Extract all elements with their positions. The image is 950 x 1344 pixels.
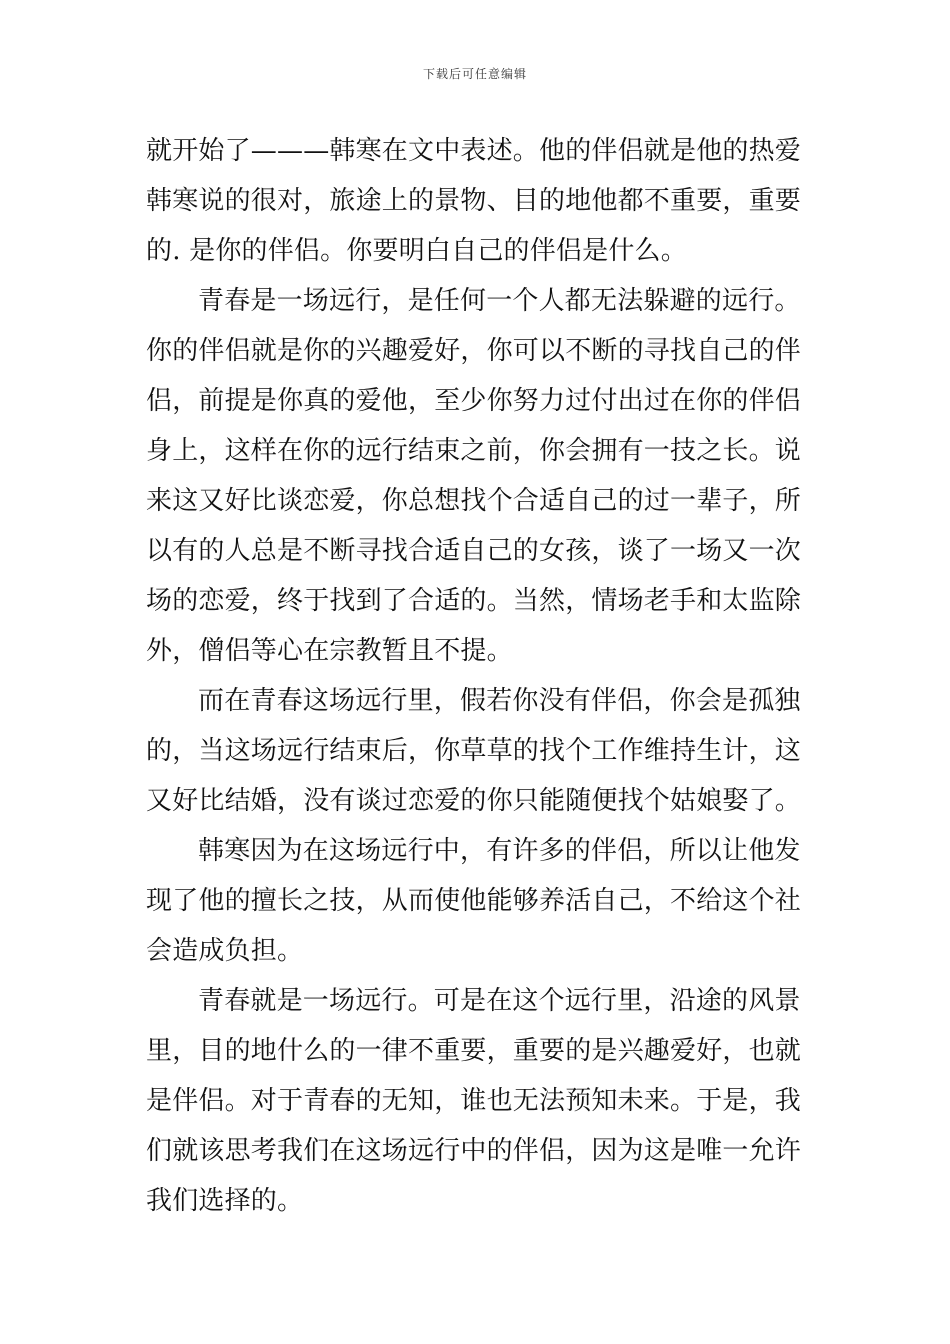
text-line: 来这又好比谈恋爱，你总想找个合适自己的过一辈子，所 [146, 486, 802, 516]
text-line: 的，当这场远行结束后，你草草的找个工作维持生计，这 [146, 736, 802, 766]
text-line: 以有的人总是不断寻找合适自己的女孩，谈了一场又一次 [146, 536, 802, 566]
text-line: 会造成负担。 [146, 936, 304, 966]
text-line: 就开始了———韩寒在文中表述。他的伴侣就是他的热爱 [146, 136, 802, 166]
paragraph-3 [146, 676, 806, 826]
text-line: 外，僧侣等心在宗教暂且不提。 [146, 636, 513, 666]
text-line: 们就该思考我们在这场远行中的伴侣，因为这是唯一允许 [146, 1136, 802, 1166]
paragraph-4 [146, 826, 806, 976]
text-line: 青春就是一场远行。可是在这个远行里，沿途的风景 [198, 986, 801, 1016]
text-line: 身上，这样在你的远行结束之前，你会拥有一技之长。说 [146, 436, 802, 466]
text-line: 的. 是你的伴侣。你要明白自己的伴侣是什么。 [146, 236, 687, 266]
text-line: 场的恋爱，终于找到了合适的。当然，情场老手和太监除 [146, 586, 802, 616]
text-line: 青春是一场远行，是任何一个人都无法躲避的远行。 [198, 286, 801, 316]
paragraph-5 [146, 976, 806, 1226]
text-line: 你的伴侣就是你的兴趣爱好，你可以不断的寻找自己的伴 [146, 336, 802, 366]
page-header: 下载后可任意编辑 [422, 67, 527, 81]
text-line: 又好比结婚，没有谈过恋爱的你只能随便找个姑娘娶了。 [146, 786, 802, 816]
text-line: 韩寒因为在这场远行中，有许多的伴侣，所以让他发 [198, 836, 801, 866]
text-line: 我们选择的。 [146, 1186, 304, 1216]
text-line: 里，目的地什么的一律不重要，重要的是兴趣爱好，也就 [146, 1036, 802, 1066]
paragraph-2 [146, 276, 806, 676]
text-line: 而在青春这场远行里，假若你没有伴侣，你会是孤独 [198, 686, 801, 716]
text-line: 现了他的擅长之技，从而使他能够养活自己，不给这个社 [146, 886, 802, 916]
text-line: 是伴侣。对于青春的无知，谁也无法预知未来。于是，我 [146, 1086, 802, 1116]
text-line: 韩寒说的很对，旅途上的景物、目的地他都不重要，重要 [146, 186, 802, 216]
text-line: 侣，前提是你真的爱他，至少你努力过付出过在你的伴侣 [146, 386, 802, 416]
body-text [146, 126, 806, 1226]
paragraph-1 [146, 126, 806, 276]
